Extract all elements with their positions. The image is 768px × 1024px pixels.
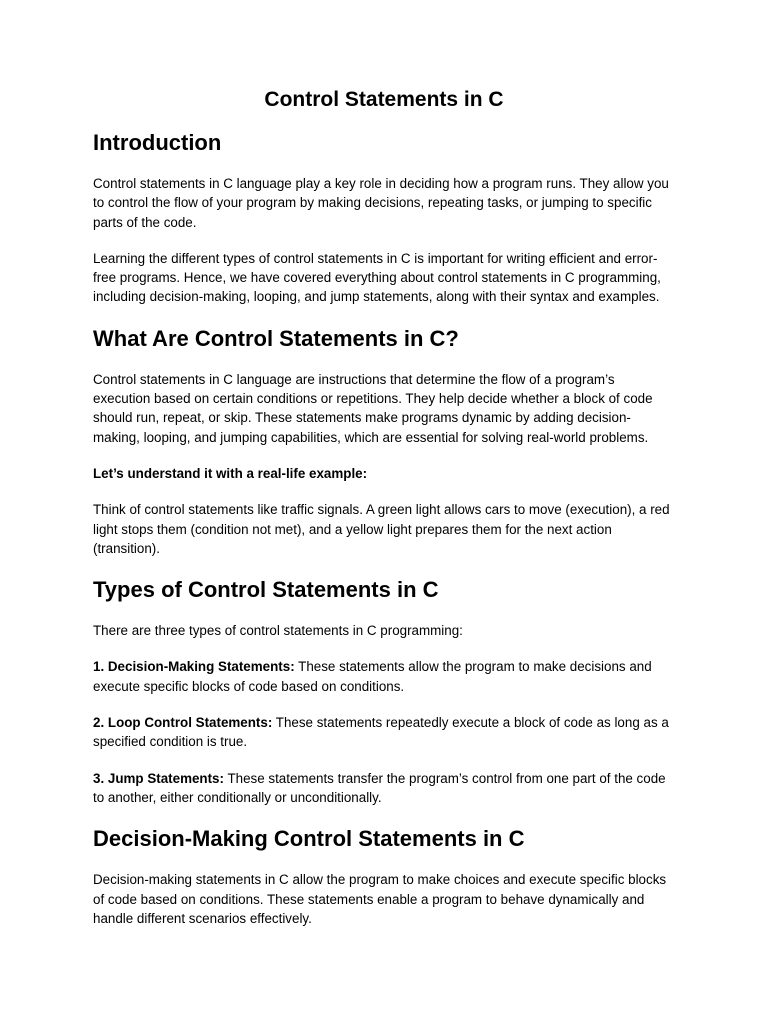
types-item-1-label: 1. Decision-Making Statements:	[93, 659, 295, 675]
section-introduction	[93, 128, 675, 307]
types-item-1-text: These statements allow the program to make decisions and execute specific blocks of code based on conditions.	[93, 659, 652, 694]
heading-introduction: Introduction	[93, 130, 222, 155]
types-item-2-label: 2. Loop Control Statements:	[93, 715, 273, 731]
types-item-3-text: These statements transfer the program’s control from one part of the code to another, either conditionally or unconditionally.	[93, 770, 666, 805]
section-types	[93, 575, 675, 807]
types-item-2	[93, 713, 675, 752]
decision-making-paragraph-1: Decision-making statements in C allow the program to make choices and execute specific blocks of code based on conditions. These statements enable a program to behave dynamically and handle different scenarios effectively.	[93, 872, 667, 926]
intro-paragraph-2: Learning the different types of control statements in C is important for writing efficient and error-free programs. Hence, we have covered everything about control statements in C programming, including decision-making, looping, and jump statements, along with their syntax and examples.	[93, 250, 661, 305]
types-item-1	[93, 657, 675, 696]
what-are-paragraph-1: Control statements in C language are instructions that determine the flow of a program’s execution based on certain conditions or repetitions. They help decide whether a block of code should run, repeat, or skip. These statements make programs dynamic by adding decision-making, looping, and jumping capabilities, which are essential for solving real-world problems.	[93, 371, 653, 445]
section-what-are	[93, 324, 675, 558]
what-are-paragraph-2: Think of control statements like traffic signals. A green light allows cars to move (execution), a red light stops them (condition not met), and a yellow light prepares them for the next action (transition).	[93, 502, 670, 556]
types-item-2-text: These statements repeatedly execute a block of code as long as a specified condition is true.	[93, 715, 669, 750]
example-label: Let’s understand it with a real-life example:	[93, 465, 368, 481]
heading-what-are: What Are Control Statements in C?	[93, 325, 459, 351]
types-item-3	[93, 769, 675, 808]
types-item-3-label: 3. Jump Statements:	[93, 770, 224, 786]
document-title: Control Statements in C	[264, 88, 504, 111]
intro-paragraph-1: Control statements in C language play a key role in deciding how a program runs. They allow you to control the flow of your program by making decisions, repeating tasks, or jumping to specific parts of the code.	[93, 176, 669, 230]
section-decision-making	[93, 824, 675, 928]
heading-types: Types of Control Statements in C	[93, 577, 439, 603]
example-label-paragraph	[93, 464, 675, 483]
types-intro: There are three types of control statements in C programming:	[93, 623, 463, 639]
heading-decision-making: Decision-Making Control Statements in C	[93, 826, 525, 852]
